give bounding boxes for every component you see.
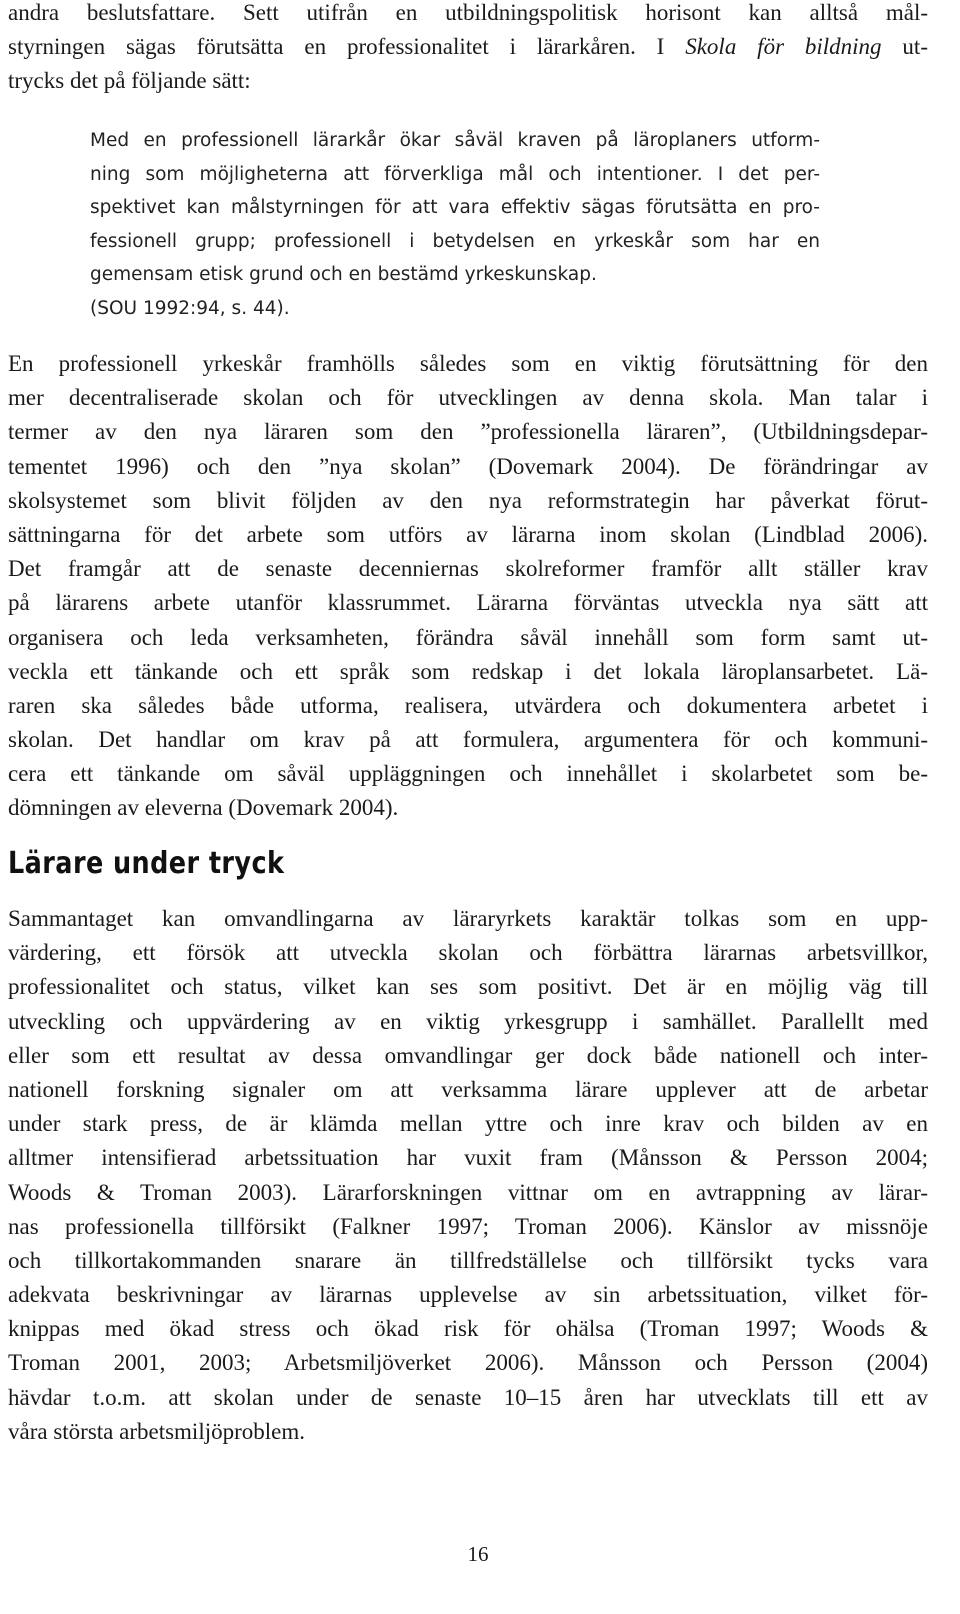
text-line: hävdar t.o.m. att skolan under de senaste 10–15 åren har utvecklats till ett av: [8, 1384, 928, 1410]
text-line: och tillkortakommanden snarare än tillfredställelse och tillförsikt tycks vara: [8, 1247, 928, 1273]
text-line: Sammantaget kan omvandlingarna av läraryrkets karaktär tolkas som en upp-: [8, 906, 928, 931]
text-line: tementet 1996) och den ”nya skolan” (Dovemark 2004). De förändringar av: [8, 453, 928, 479]
text-line: knippas med ökad stress och ökad risk för ohälsa (Troman 1997; Woods &: [8, 1316, 928, 1342]
text-line: termer av den nya läraren som den ”professionella läraren”, (Utbildningsdepar-: [8, 419, 928, 445]
text-line: cera ett tänkande om såväl uppläggningen och innehållet i skolarbetet som be-: [8, 761, 928, 787]
book-title: Skola för bildning: [685, 34, 882, 59]
intro-paragraph: [8, 0, 928, 98]
text-line: nationell forskning signaler om att verksamma lärare upplever att de arbetar: [8, 1076, 928, 1102]
text-line: värdering, ett försök att utveckla skolan och förbättra lärarnas arbetsvillkor,: [8, 940, 928, 966]
text-line: skolan. Det handlar om krav på att formulera, argumentera för och kommuni-: [8, 727, 928, 753]
text-line: alltmer intensifierad arbetssituation har vuxit fram (Månsson & Persson 2004;: [8, 1145, 928, 1171]
text-line: Woods & Troman 2003). Lärarforskningen vittnar om en avtrappning av lärar-: [8, 1179, 928, 1205]
paragraph-professional-teachers: [8, 347, 928, 826]
text-line: Det framgår att de senaste decenniernas skolreformer framför allt ställer krav: [8, 556, 928, 582]
quote-citation: (SOU 1992:94, s. 44).: [90, 297, 290, 319]
text-line: raren ska således både utforma, realisera, utvärdera och dokumentera arbetet i: [8, 692, 928, 718]
text-line: adekvata beskrivningar av lärarnas upplevelse av sin arbetssituation, vilket för-: [8, 1282, 928, 1308]
text-line: andra beslutsfattare. Sett utifrån en utbildningspolitisk horisont kan alltså mål-: [8, 0, 928, 25]
quote-line: Med en professionell lärarkår ökar såväl kraven på läroplaners utform-: [90, 130, 820, 151]
text-span: ut-: [881, 34, 928, 59]
text-line: organisera och leda verksamheten, förändra såväl innehåll som form samt ut-: [8, 624, 928, 650]
text-line: trycks det på följande sätt:: [8, 68, 251, 93]
text-line: utveckling och uppvärdering av en viktig yrkesgrupp i samhället. Parallellt med: [8, 1008, 928, 1034]
text-line: eller som ett resultat av dessa omvandlingar ger dock både nationell och inter-: [8, 1042, 928, 1068]
text-line: på lärarens arbete utanför klassrummet. Lärarna förväntas utveckla nya sätt att: [8, 590, 928, 616]
text-line: sättningarna för det arbete som utförs av lärarna inom skolan (Lindblad 2006).: [8, 521, 928, 547]
text-line: nas professionella tillförsikt (Falkner 1997; Troman 2006). Känslor av missnöje: [8, 1213, 928, 1239]
quote-line: ning som möjligheterna att förverkliga mål och intentioner. I det per-: [90, 163, 820, 185]
text-line: veckla ett tänkande och ett språk som redskap i det lokala läroplansarbetet. Lä-: [8, 658, 928, 684]
paragraph-teachers-under-pressure: [8, 902, 928, 1449]
quote-line: fessionell grupp; professionell i betydelsen en yrkeskår som har en: [90, 230, 820, 252]
text-line: En professionell yrkeskår framhölls således som en viktig förutsättning för den: [8, 351, 928, 376]
text-span: styrningen sägas förutsätta en professionalitet i lärarkåren. I: [8, 34, 686, 59]
text-line: Troman 2001, 2003; Arbetsmiljöverket 2006). Månsson och Persson (2004): [8, 1350, 928, 1376]
quote-line: gemensam etisk grund och en bestämd yrkeskunskap.: [90, 264, 597, 285]
block-quote: [90, 124, 820, 325]
text-line: under stark press, de är klämda mellan yttre och inre krav och bilden av en: [8, 1111, 928, 1137]
text-line: våra största arbetsmiljöproblem.: [8, 1418, 306, 1444]
text-line: dömningen av eleverna (Dovemark 2004).: [8, 795, 399, 821]
text-line: professionalitet och status, vilket kan ses som positivt. Det är en möjlig väg till: [8, 974, 928, 1000]
text-line: skolsystemet som blivit följden av den nya reformstrategin har påverkat förut-: [8, 487, 928, 513]
quote-line: spektivet kan målstyrningen för att vara effektiv sägas förutsätta en pro-: [90, 197, 820, 218]
text-line: [8, 30, 928, 64]
text-line: mer decentraliserade skolan och för utvecklingen av denna skola. Man talar i: [8, 385, 928, 411]
page-number: 16: [467, 1542, 489, 1566]
section-heading: Lärare under tryck: [8, 846, 285, 881]
